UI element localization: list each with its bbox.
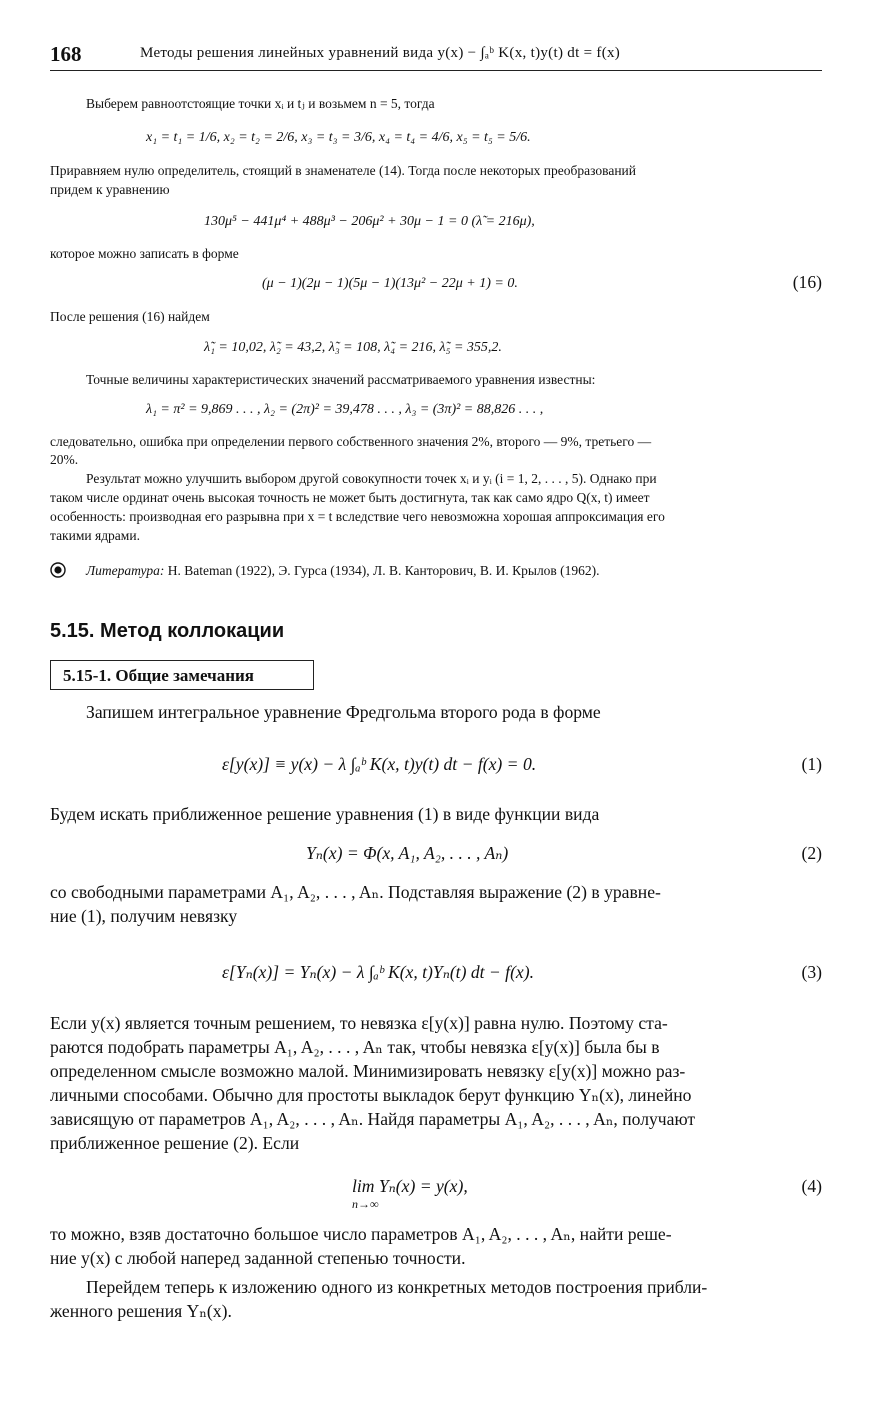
paragraph-free-params-line2: ние (1), получим невязку xyxy=(50,906,238,926)
subsection-title: 5.15-1. Общие замечания xyxy=(63,666,254,685)
equation-number-1: (1) xyxy=(801,754,822,774)
equation-4: lim Yₙ(x) = y(x), xyxy=(352,1176,468,1196)
paragraph-improve-line2: таком числе ординат очень высокая точность не может быть достигнута, так как само ядро Q(x, t) имеет xyxy=(50,490,650,505)
paragraph-after-solution: После решения (16) найдем xyxy=(50,309,210,324)
equation-number-4: (4) xyxy=(801,1176,822,1196)
literature-bullet-icon xyxy=(50,562,66,578)
literature-label: Литература: xyxy=(86,563,165,578)
equation-number-3: (3) xyxy=(801,962,822,982)
paragraph-conclusion-line2: ние y(x) с любой наперед заданной степенью точности. xyxy=(50,1248,466,1268)
equation-4-limit-subscript: n→∞ xyxy=(352,1197,379,1211)
equation-1: ε[y(x)] ≡ y(x) − λ ∫ₐᵇ K(x, t)y(t) dt − f(x) = 0. xyxy=(222,754,537,774)
literature-line xyxy=(86,563,600,579)
paragraph-residual-line3: определенном смысле возможно малой. Минимизировать невязку ε[y(x)] можно раз- xyxy=(50,1061,686,1081)
paragraph-residual-line4: личными способами. Обычно для простоты выкладок берут функцию Yₙ(x), линейно xyxy=(50,1085,692,1105)
running-title: Методы решения линейных уравнений вида y(x) − ∫ₐᵇ K(x, t)y(t) dt = f(x) xyxy=(140,45,621,61)
section-title: 5.15. Метод коллокации xyxy=(50,620,285,642)
paragraph-form: которое можно записать в форме xyxy=(50,246,239,261)
equation-polynomial: 130μ⁵ − 441μ⁴ + 488μ³ − 206μ² + 30μ − 1 = 0 (λ̃ = 216μ), xyxy=(204,214,535,229)
equation-exact-eigenvalues: λ₁ = π² = 9,869 . . . , λ₂ = (2π)² = 39,478 . . . , λ₃ = (3π)² = 88,826 . . . , xyxy=(146,402,544,417)
paragraph-residual-line6: приближенное решение (2). Если xyxy=(50,1133,300,1153)
page-number: 168 xyxy=(50,42,82,66)
paragraph-conclusion-line1: то можно, взяв достаточно большое число параметров A₁, A₂, . . . , Aₙ, найти реше- xyxy=(50,1224,672,1244)
paragraph-next-line2: женного решения Yₙ(x). xyxy=(50,1301,232,1321)
paragraph-approx-solution: Будем искать приближенное решение уравнения (1) в виде функции вида xyxy=(50,804,600,824)
paragraph-determinant-line1: Приравняем нулю определитель, стоящий в знаменателе (14). Тогда после некоторых преобразований xyxy=(50,163,636,178)
paragraph-error-line1: следовательно, ошибка при определении первого собственного значения 2%, второго — 9%, третьего — xyxy=(50,434,652,449)
paragraph-points: Выберем равноотстоящие точки xᵢ и tⱼ и возьмем n = 5, тогда xyxy=(86,96,435,111)
equation-approx-eigenvalues: λ̃₁ = 10,02, λ̃₂ = 43,2, λ̃₃ = 108, λ̃₄ = 216, λ̃₅ = 355,2. xyxy=(204,340,502,355)
paragraph-improve-line4: такими ядрами. xyxy=(50,528,140,543)
paragraph-fredholm: Запишем интегральное уравнение Фредгольма второго рода в форме xyxy=(86,702,601,722)
equation-2: Yₙ(x) = Φ(x, A₁, A₂, . . . , Aₙ) xyxy=(306,843,509,863)
paragraph-determinant-line2: придем к уравнению xyxy=(50,182,170,197)
equation-points: x₁ = t₁ = 1/6, x₂ = t₂ = 2/6, x₃ = t₃ = 3/6, x₄ = t₄ = 4/6, x₅ = t₅ = 5/6. xyxy=(146,130,531,145)
equation-number-16: (16) xyxy=(792,272,822,292)
paragraph-improve-line1: Результат можно улучшить выбором другой совокупности точек xᵢ и yᵢ (i = 1, 2, . . . , 5). Однако при xyxy=(86,471,657,486)
paragraph-residual-line5: зависящую от параметров A₁, A₂, . . . , Aₙ. Найдя параметры A₁, A₂, . . . , Aₙ, получают xyxy=(50,1109,696,1129)
paragraph-exact-values: Точные величины характеристических значений рассматриваемого уравнения известны: xyxy=(86,372,596,387)
paragraph-next-line1: Перейдем теперь к изложению одного из конкретных методов построения прибли- xyxy=(86,1277,708,1297)
paragraph-free-params-line1: со свободными параметрами A₁, A₂, . . . , Aₙ. Подставляя выражение (2) в уравне- xyxy=(50,882,661,902)
literature-text: H. Bateman (1922), Э. Гурса (1934), Л. В. Канторович, В. И. Крылов (1962). xyxy=(164,563,600,578)
paragraph-error-line2: 20%. xyxy=(50,452,79,467)
paragraph-residual-line2: раются подобрать параметры A₁, A₂, . . . , Aₙ так, чтобы невязка ε[y(x)] была бы в xyxy=(50,1037,660,1057)
paragraph-residual-line1: Если y(x) является точным решением, то невязка ε[y(x)] равна нулю. Поэтому ста- xyxy=(50,1013,668,1033)
subsection-box xyxy=(50,660,314,690)
equation-3: ε[Yₙ(x)] = Yₙ(x) − λ ∫ₐᵇ K(x, t)Yₙ(t) dt − f(x). xyxy=(222,962,534,982)
paragraph-improve-line3: особенность: производная его разрывна при x = t вследствие чего невозможна хорошая аппроксимация его xyxy=(50,509,665,524)
equation-factored: (μ − 1)(2μ − 1)(5μ − 1)(13μ² − 22μ + 1) = 0. xyxy=(262,276,518,291)
running-header xyxy=(50,40,822,71)
equation-number-2: (2) xyxy=(801,843,822,863)
